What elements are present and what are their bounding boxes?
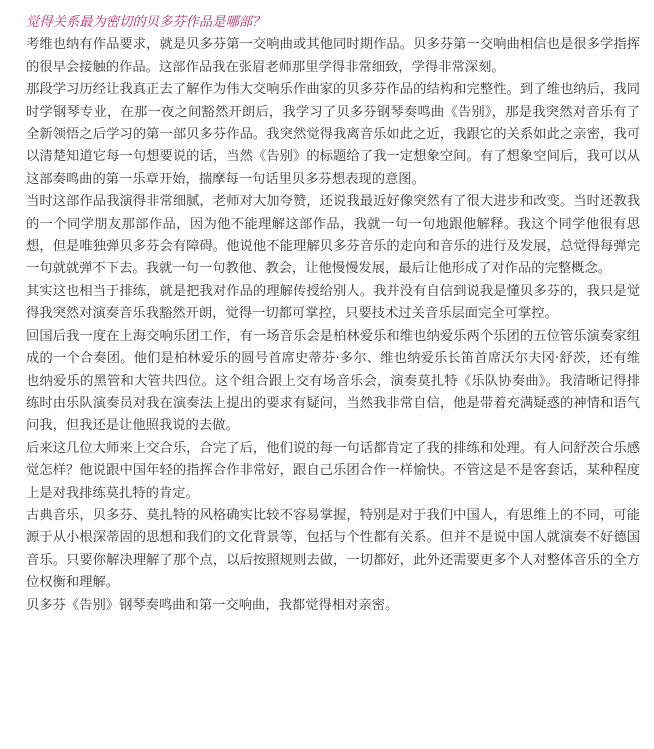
paragraph-2: 那段学习历经让我真正去了解作为伟大交响乐作曲家的贝多芬作品的结构和完整性。到了维也纳后，我同时学钢琴专业，在那一夜之间豁然开朗后，我学习了贝多芬钢琴奏鸣曲《告别》，那是我突然对音乐有了全新领悟之后学习的第一部贝多芬作品。我突然觉得我离音乐如此之近，我跟它的关系如此之亲密，我可以清楚知道它每一句想要说的话，当然《告别》的标题给了我一定想象空间。有了想象空间后，我可以从这部奏鸣曲的第一乐章开始，揣摩每一句话里贝多芬想表现的意图。 (26, 82, 640, 187)
paragraph-7: 古典音乐，贝多芬、莫扎特的风格确实比较不容易掌握，特别是对于我们中国人，有思维上的不同，可能源于从小根深蒂固的思想和我们的文化背景等，包括与个性都有关系。但并不是说中国人就演奏不好德国音乐。只要你解决理解了那个点，以后按照规则去做，一切都好，此外还需要更多个人对整体音乐的全方位权衡和理解。 (26, 507, 640, 591)
interview-question: 觉得关系最为密切的贝多芬作品是哪部？ (26, 15, 266, 30)
paragraph-8: 贝多芬《告别》钢琴奏鸣曲和第一交响曲，我都觉得相对亲密。 (26, 597, 399, 613)
paragraph-4: 其实这也相当于排练，就是把我对作品的理解传授给别人。我并没有自信到说我是懂贝多芬的，我只是觉得我突然对演奏音乐我豁然开朗，觉得一切都可掌控，只要技术过关音乐层面完全可掌控。 (26, 283, 640, 322)
paragraph-5: 回国后我一度在上海交响乐团工作，有一场音乐会是柏林爱乐和维也纳爱乐两个乐团的五位管乐演奏家组成的一个合奏团。他们是柏林爱乐的圆号首席史蒂芬·多尔、维也纳爱乐长笛首席沃尔夫冈·舒茨，还有维也纳爱乐的黑管和大管共四位。这个组合跟上交有场音乐会，演奏莫扎特《乐队协奏曲》。我清晰记得排练时由乐队演奏员对我在演奏法上提出的要求有疑问，当然我非常自信，他是带着充满疑惑的神情和语气问我，但我还是让他照我说的去做。 (26, 328, 640, 434)
paragraph-6: 后来这几位大师来上交合乐，合完了后，他们说的每一句话都肯定了我的排练和处理。有人问舒茨合乐感觉怎样？他说跟中国年轻的指挥合作非常好，跟自己乐团合作一样愉快。不管这是不是客套话，某种程度上是对我排练莫扎特的肯定。 (26, 440, 640, 501)
paragraph-1: 考维也纳有作品要求，就是贝多芬第一交响曲或其他同时期作品。贝多芬第一交响曲相信也是很多学指挥的很早会接触的作品。这部作品我在张眉老师那里学得非常细致，学得非常深刻。 (26, 37, 640, 75)
paragraph-3: 当时这部作品我演得非常细腻，老师对大加夸赞，还说我最近好像突然有了很大进步和改变。当时还教我的一个同学朋友那部作品，因为他不能理解这部作品，我就一句一句地跟他解释。我这个同学他很有思想，但是唯独弹贝多芬会有障碍。他说他不能理解贝多芬音乐的走向和音乐的进行及发展，总觉得每弹完一句就就弹不下去。我就一句一句教他、教会，让他慢慢发展，最后让他形成了对作品的完整概念。 (26, 194, 640, 277)
article-body (26, 12, 640, 617)
